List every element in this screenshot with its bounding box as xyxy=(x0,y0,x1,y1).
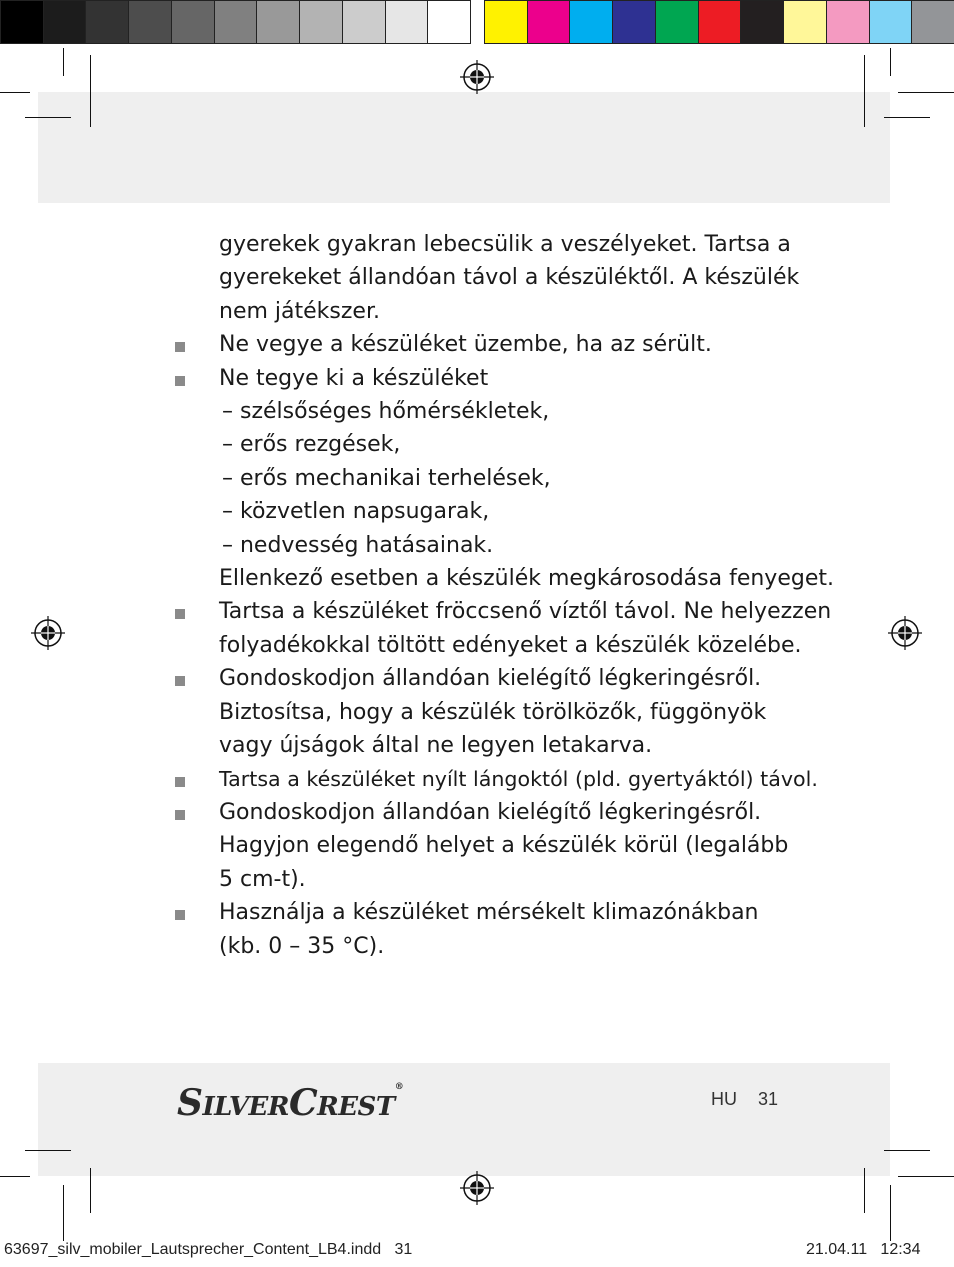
crop-mark xyxy=(884,1150,930,1151)
header-band xyxy=(38,92,890,203)
text-line: vagy újságok által ne legyen letakarva. xyxy=(219,733,653,759)
logo-letters: REST xyxy=(317,1092,395,1122)
text-line: folyadékokkal töltött edényeket a készülék közelébe. xyxy=(219,632,802,658)
color-swatch xyxy=(527,0,571,44)
color-calibration-bar xyxy=(484,0,954,46)
list-item xyxy=(170,595,832,662)
color-swatch xyxy=(612,0,656,44)
text-line: gyerekek gyakran lebecsülik a veszélyeket. Tartsa a xyxy=(219,232,791,257)
brand-logo xyxy=(177,1082,404,1124)
crop-mark xyxy=(0,1176,30,1177)
safety-instructions xyxy=(170,228,834,963)
registration-mark-icon xyxy=(888,616,922,650)
file-slug: 63697_silv_mobiler_Lautsprecher_Content_LB4.indd 31 xyxy=(4,1241,413,1258)
crop-mark xyxy=(890,48,891,76)
color-swatch xyxy=(655,0,699,44)
square-bullet-icon xyxy=(175,810,185,820)
text-line: (kb. 0 – 35 °C). xyxy=(219,933,385,959)
page-number: 31 xyxy=(758,1089,779,1109)
sub-item: – erős mechanikai terhelések, xyxy=(222,465,551,491)
color-swatch xyxy=(783,0,827,44)
crop-mark xyxy=(63,48,64,76)
crop-mark xyxy=(90,55,91,127)
color-swatch xyxy=(869,0,913,44)
color-swatch xyxy=(214,0,258,44)
crop-mark xyxy=(63,1185,64,1241)
language-code: HU xyxy=(711,1089,737,1109)
crop-mark xyxy=(898,92,954,93)
crop-mark xyxy=(890,1185,891,1241)
list-item xyxy=(170,763,818,796)
crop-mark xyxy=(864,1168,865,1213)
crop-mark xyxy=(25,1150,71,1151)
text-line: Tartsa a készüléket fröccsenő víztől távol. Ne helyezzen xyxy=(219,599,832,625)
footer-band xyxy=(38,1063,890,1176)
color-swatch xyxy=(0,0,44,44)
color-swatch xyxy=(427,0,471,44)
square-bullet-icon xyxy=(175,910,185,920)
list-item xyxy=(170,328,810,361)
color-swatch xyxy=(911,0,954,44)
sub-item: – közvetlen napsugarak, xyxy=(222,499,490,525)
list-item xyxy=(170,796,810,896)
text-line: Ne vegye a készüléket üzembe, ha az sérült. xyxy=(219,332,712,358)
list-item xyxy=(170,662,810,762)
color-swatch xyxy=(385,0,429,44)
text-line: Tartsa a készüléket nyílt lángoktól (pld. gyertyáktól) távol. xyxy=(219,766,818,791)
grayscale-calibration-bar xyxy=(0,0,470,46)
list-item xyxy=(170,362,834,596)
square-bullet-icon xyxy=(175,777,185,787)
color-swatch xyxy=(826,0,870,44)
text-line: Gondoskodjon állandóan kielégítő légkeringésről. xyxy=(219,666,762,692)
square-bullet-icon xyxy=(175,342,185,352)
registered-mark: ® xyxy=(394,1082,404,1092)
crop-mark xyxy=(898,1176,954,1177)
text-line: gyerekeket állandóan távol a készüléktől. A készülék xyxy=(219,265,800,291)
color-swatch xyxy=(256,0,300,44)
color-swatch xyxy=(85,0,129,44)
color-swatch xyxy=(43,0,87,44)
text-line: nem játékszer. xyxy=(219,298,380,324)
crop-mark xyxy=(864,55,865,127)
sub-item: – szélsőséges hőmérsékletek, xyxy=(222,399,550,425)
text-line: Hagyjon elegendő helyet a készülék körül (legalább xyxy=(219,833,789,859)
crop-mark xyxy=(884,117,930,118)
registration-mark-icon xyxy=(31,616,65,650)
square-bullet-icon xyxy=(175,609,185,619)
color-swatch xyxy=(171,0,215,44)
text-line: 5 cm-t). xyxy=(219,866,306,892)
square-bullet-icon xyxy=(175,676,185,686)
sub-item: – nedvesség hatásainak. xyxy=(222,532,494,558)
color-swatch xyxy=(698,0,742,44)
color-swatch xyxy=(740,0,784,44)
logo-letters: ILVER xyxy=(202,1092,289,1122)
text-line: Használja a készüléket mérsékelt klimazónákban xyxy=(219,900,759,926)
text-line: Biztosítsa, hogy a készülék törölközők, függönyök xyxy=(219,699,767,725)
logo-letter: S xyxy=(177,1082,203,1124)
logo-letter: C xyxy=(288,1082,318,1124)
text-line: Ne tegye ki a készüléket xyxy=(219,365,489,391)
list-item xyxy=(170,896,810,963)
crop-mark xyxy=(0,92,30,93)
color-swatch xyxy=(299,0,343,44)
registration-mark-icon xyxy=(460,60,494,94)
color-swatch xyxy=(128,0,172,44)
sub-item: – erős rezgések, xyxy=(222,432,401,458)
registration-mark-icon xyxy=(460,1171,494,1205)
color-swatch xyxy=(569,0,613,44)
intro-paragraph xyxy=(170,228,810,328)
text-line: Gondoskodjon állandóan kielégítő légkeringésről. xyxy=(219,799,762,825)
date-slug: 21.04.11 12:34 xyxy=(806,1241,921,1258)
crop-mark xyxy=(90,1168,91,1213)
text-line: Ellenkező esetben a készülék megkárosodása fenyeget. xyxy=(219,566,834,592)
color-swatch xyxy=(342,0,386,44)
square-bullet-icon xyxy=(175,376,185,386)
crop-mark xyxy=(25,117,71,118)
color-swatch xyxy=(484,0,528,44)
